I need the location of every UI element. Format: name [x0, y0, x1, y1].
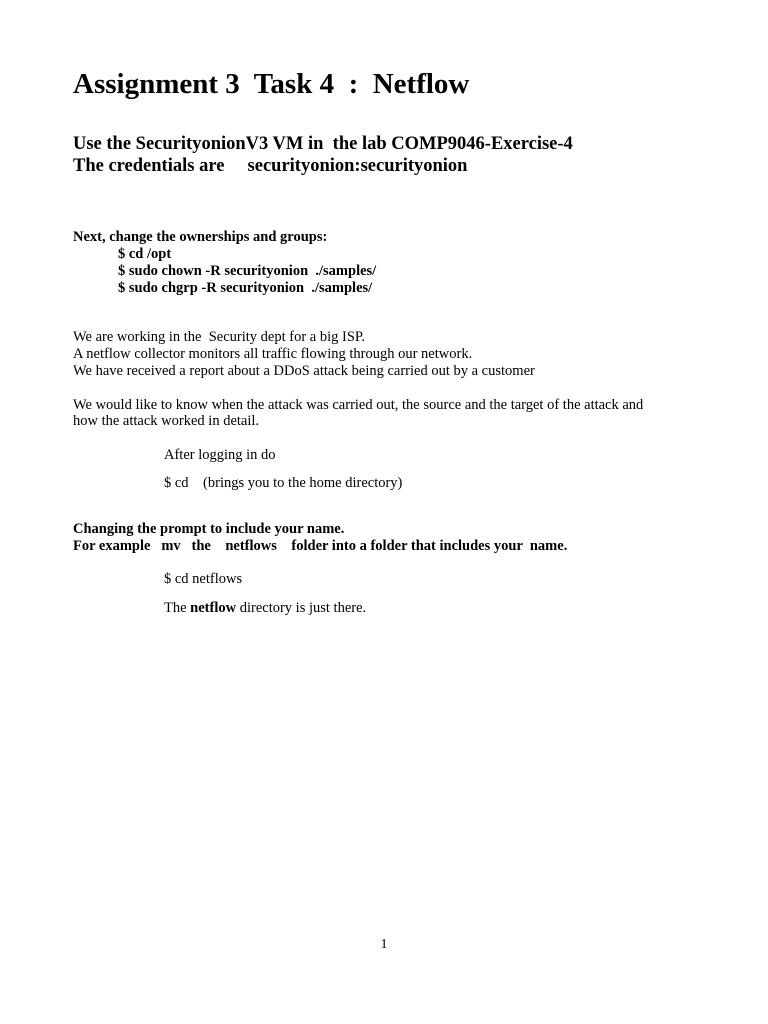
command-cd-netflows: $ cd netflows	[164, 571, 243, 587]
netflow-dir-name: netflow	[190, 600, 237, 616]
netflow-directory-note	[164, 600, 366, 617]
scenario-line: We have received a report about a DDoS attack being carried out by a customer	[73, 363, 535, 379]
goal-line: how the attack worked in detail.	[73, 413, 260, 429]
rename-example: For example mv the netflows folder into a folder that includes your name.	[73, 538, 568, 554]
note-suffix: directory is just there.	[236, 600, 367, 616]
command-cd-home: $ cd (brings you to the home directory)	[164, 475, 403, 491]
command-cd-opt: $ cd /opt	[118, 246, 172, 262]
page-title: Assignment 3 Task 4 : Netflow	[73, 68, 470, 100]
command-chown: $ sudo chown -R securityonion ./samples/	[118, 263, 377, 279]
login-intro: After logging in do	[164, 447, 276, 463]
ownership-heading: Next, change the ownerships and groups:	[73, 229, 328, 245]
prompt-instruction: Changing the prompt to include your name.	[73, 521, 345, 537]
scenario-line: We are working in the Security dept for a big ISP.	[73, 329, 365, 345]
command-chgrp: $ sudo chgrp -R securityonion ./samples/	[118, 280, 373, 296]
scenario-line: A netflow collector monitors all traffic flowing through our network.	[73, 346, 473, 362]
subtitle-line-credentials: The credentials are securityonion:securityonion	[73, 156, 468, 176]
goal-line: We would like to know when the attack was carried out, the source and the target of the attack and	[73, 397, 644, 413]
subtitle-line-vm: Use the SecurityonionV3 VM in the lab COMP9046-Exercise-4	[73, 134, 573, 154]
page-number: 1	[380, 937, 388, 952]
note-prefix: The	[164, 600, 191, 616]
